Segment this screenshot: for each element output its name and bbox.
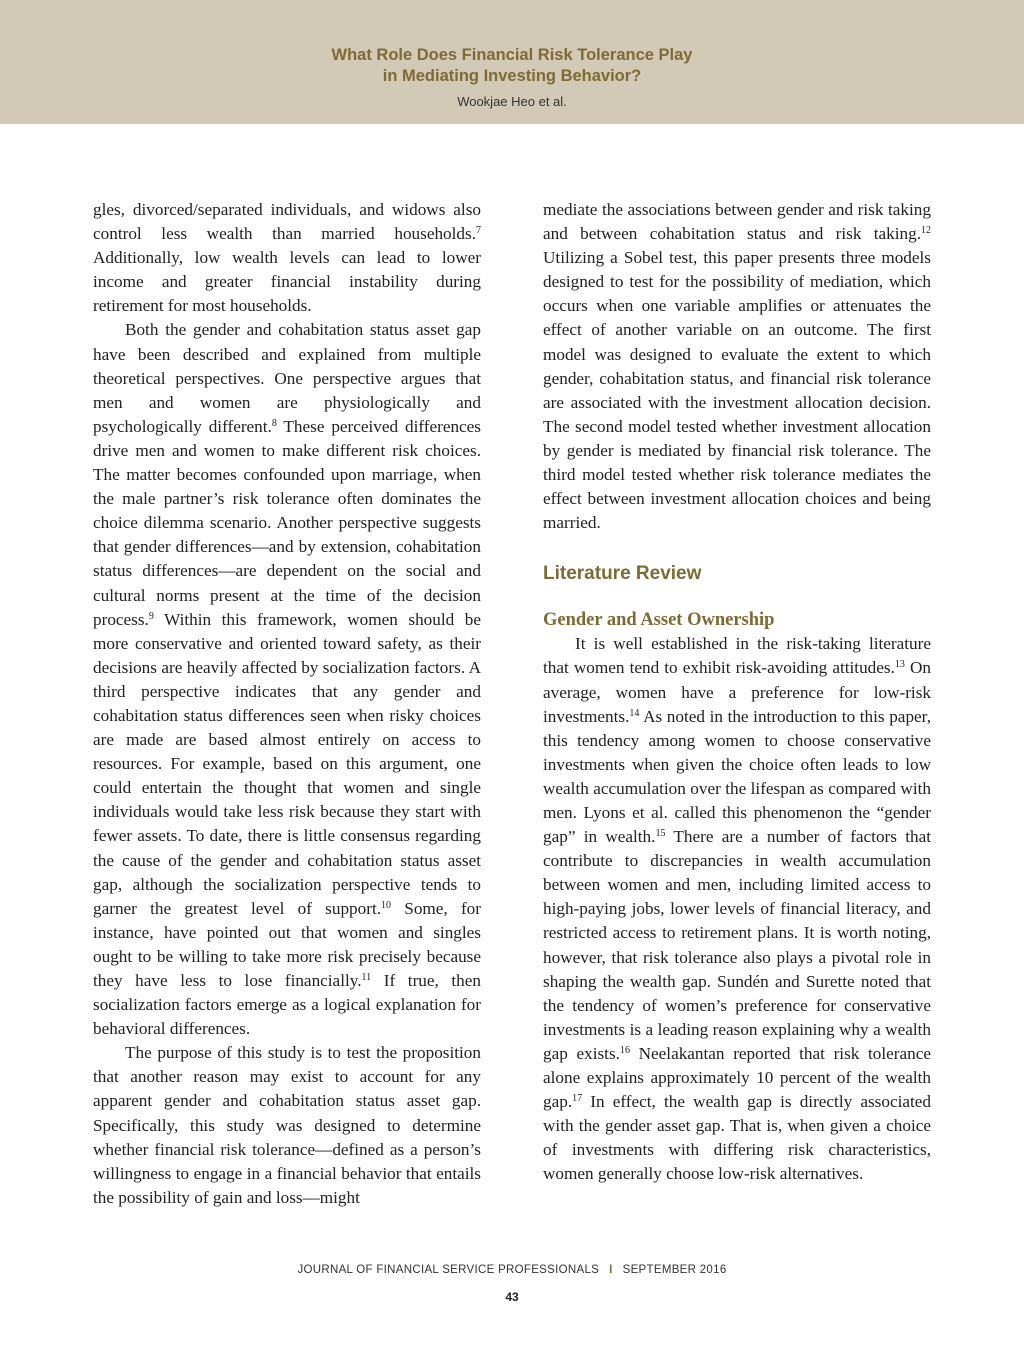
paragraph: The purpose of this study is to test the proposition that another reason may exist to account for any apparent gender and cohabitation status asset gap. Specifically, this study was designed to determine whether financial risk tolerance—defined as a person’s willingness to engage in a financial behavior that entails the possibility of gain and loss—might [93,1043,481,1207]
footnote-ref[interactable]: 8 [271,417,277,429]
right-column [543,198,931,1186]
footnote-ref[interactable]: 9 [148,610,154,622]
section-heading: Literature Review [543,563,702,585]
footnote-ref[interactable]: 13 [894,659,905,671]
paragraph: It is well established in the risk-taking literature that women tend to exhibit risk-avoiding attitudes.$^{13}$ On average, women have a preference for low-risk investments.$^{14}$ As noted in the introduction to this paper, this tendency among women to choose conservative investments when given the choice often leads to low wealth accumulation over the lifespan as compared with men. Lyons et al. called this phenomenon the “gender gap” in wealth.$^{15}$ There are a number of factors that contribute to discrepancies in wealth accumulation between women and men, including limited access to high-paying jobs, lower levels of financial literacy, and restricted access to retirement plans. It is worth noting, however, that risk tolerance also plays a pivotal role in shaping the wealth gap. Sundén and Surette noted that the tendency of women’s preference for conservative investments is a leading reason explaining why a wealth gap exists.$^{16}$ Neelakantan reported that risk tolerance alone explains approximately 10 percent of the wealth gap.$^{17}$ In effect, the wealth gap is directly associated with the gender asset gap. That is, when given a choice of investments with differing risk characteristics, women generally choose low-risk alternatives. [543,634,932,1184]
paragraph: Both the gender and cohabitation status asset gap have been described and explained from multiple theoretical perspectives. One perspective argues that men and women are physiologically and psychologically different.$^8$ These perceived differences drive men and women to make different risk choices. The matter becomes confounded upon marriage, when the male partner’s risk tolerance often dominates the choice dilemma scenario. Another perspective suggests that gender differences—and by extension, cohabitation status differences—are dependent on the social and cultural norms present at the time of the decision process.$^9$ Within this framework, women should be more conservative and oriented toward safety, as their decisions are heavily affected by socialization factors. A third perspective indicates that any gender and cohabitation status differences seen when risky choices are made are based almost entirely on access to resources. For example, based on this argument, one could entertain the thought that women and single individuals would take less risk because they start with fewer assets. To date, there is little consensus regarding the cause of the gender and cohabitation status asset gap, although the socialization perspective tends to garner the greatest level of support.$^{10}$ Some, for instance, have pointed out that women and singles ought to be willing to take more risk precisely because they have less to lose financially.$^{11}$ If true, then socialization factors emerge as a logical explanation for behavioral differences. [93,320,481,1039]
footnote-ref[interactable]: 10 [381,899,392,911]
article-title-line1: What Role Does Financial Risk Tolerance Play [331,46,693,64]
footnote-ref[interactable]: 16 [619,1044,630,1056]
page-number: 43 [505,1290,519,1304]
footer-separator: I [609,1264,613,1276]
paragraph: mediate the associations between gender and risk taking and between cohabitation status and risk taking.$^{12}$ Utilizing a Sobel test, this paper presents three models designed to test for the possibility of mediation, which occurs when one variable amplifies or attenuates the effect of another variable on an outcome. The first model was designed to evaluate the extent to which gender, cohabitation status, and financial risk tolerance are associated with the investment allocation decision. The second model tested whether investment allocation by gender is mediated by financial risk tolerance. The third model tested whether risk tolerance mediates the effect between investment allocation choices and being married. [543,200,931,533]
subsection-heading: Gender and Asset Ownership [543,610,775,631]
running-header [0,0,1024,124]
footnote-ref[interactable]: 11 [361,972,372,983]
issue-date: SEPTEMBER 2016 [622,1264,727,1276]
paragraph: gles, divorced/separated individuals, and widows also control less wealth than married households.$^7$ Additionally, low wealth levels can lead to lower income and greater financial instability during retirement for most households. [93,200,481,316]
article-authors: Wookjae Heo et al. [457,94,567,109]
footnote-ref[interactable]: 15 [655,828,666,840]
left-column [93,198,481,1210]
footnote-ref[interactable]: 12 [921,225,931,237]
journal-name: JOURNAL OF FINANCIAL SERVICE PROFESSIONALS [297,1264,600,1276]
footnote-ref[interactable]: 7 [476,225,481,237]
footnote-ref[interactable]: 14 [629,707,640,719]
article-title-line2: in Mediating Investing Behavior? [382,67,642,85]
footnote-ref[interactable]: 17 [572,1093,583,1105]
running-footer [0,1264,1024,1276]
